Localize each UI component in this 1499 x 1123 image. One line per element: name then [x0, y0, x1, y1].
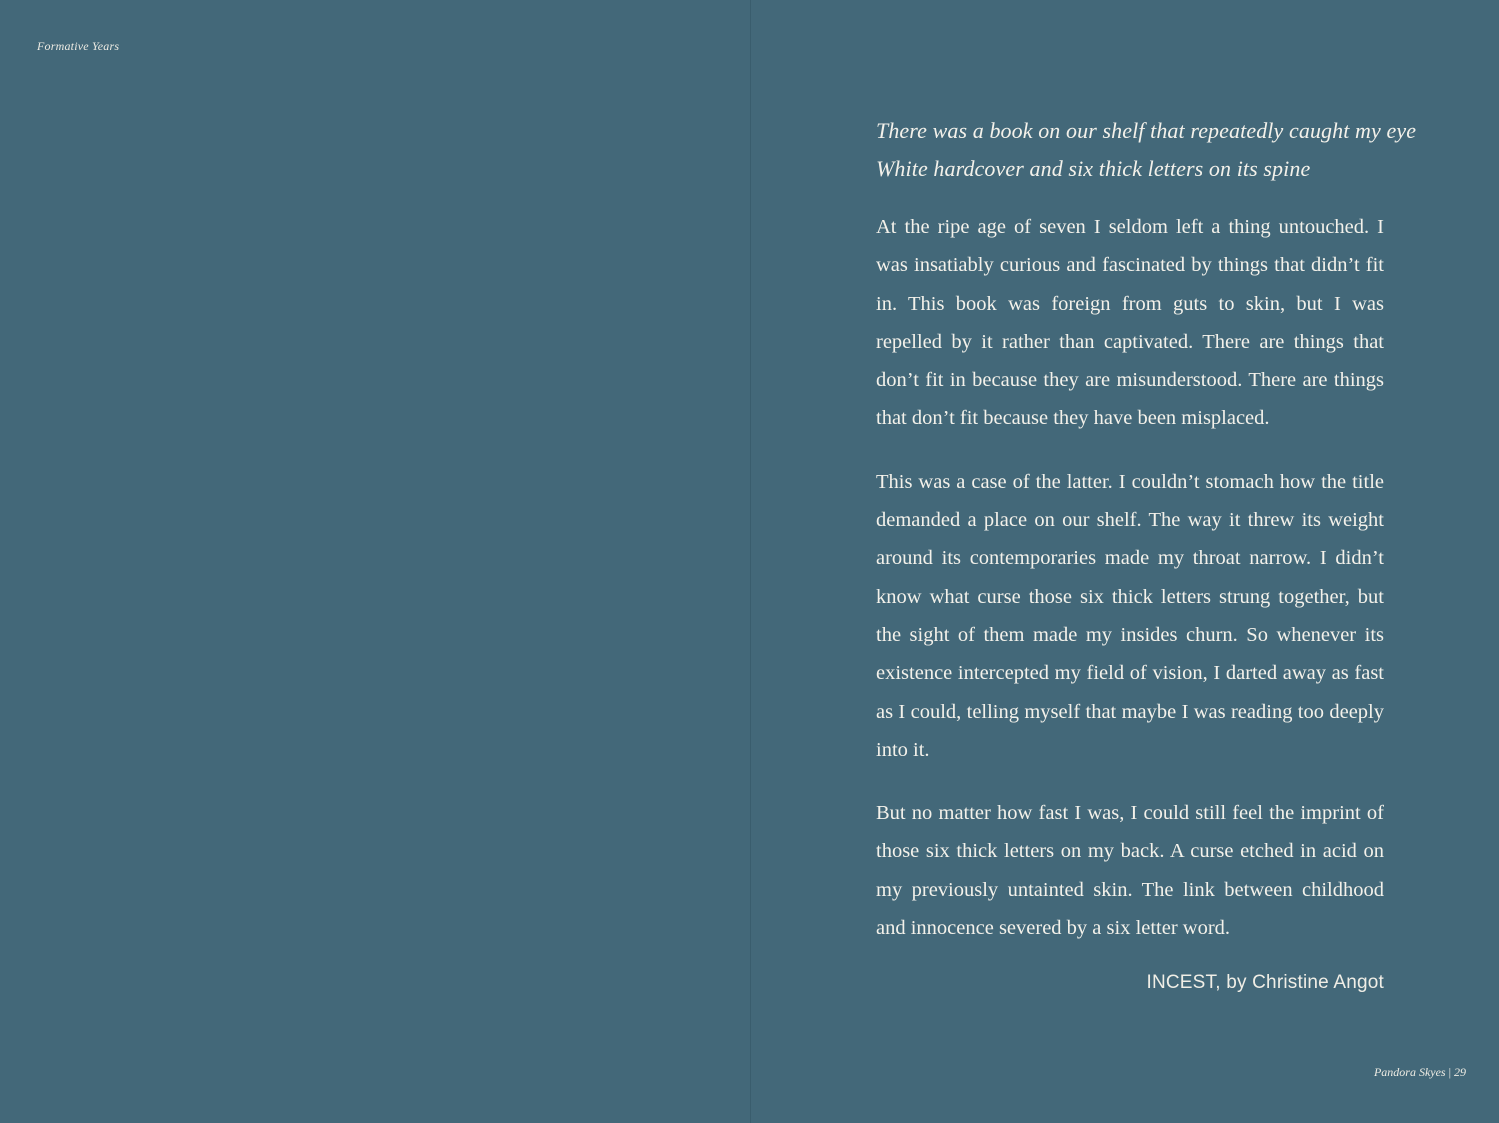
footer-author: Pandora Skyes: [1373, 1065, 1446, 1079]
body-paragraph: This was a case of the latter. I couldn’t stomach how the title demanded a place on our shelf. The way it threw its weight around its contemporaries made my throat narrow. I didn’t know what curse those six thick letters strung together, but the sight of them made my insides churn. So whenever its existence intercepted my field of vision, I darted away as fast as I could, telling myself that maybe I was reading too deeply into it.: [876, 470, 1384, 761]
page-footer: [1374, 1065, 1466, 1080]
epigraph-line: White hardcover and six thick letters on its spine: [876, 156, 1311, 181]
footer-separator: |: [1448, 1065, 1451, 1079]
body-text-block: [876, 112, 1417, 994]
body-paragraph: At the ripe age of seven I seldom left a thing untouched. I was insatiably curious and fascinated by things that didn’t fit in. This book was foreign from guts to skin, but I was repelled by it rather than captivated. There are things that don’t fit in because they are misunderstood. There are things that don’t fit because they have been misplaced.: [876, 216, 1384, 430]
epigraph-line: There was a book on our shelf that repeatedly caught my eye: [876, 118, 1417, 143]
right-page: [751, 0, 1499, 1123]
page-number: 29: [1454, 1065, 1466, 1079]
epigraph: [876, 112, 1417, 188]
attribution: INCEST, by Christine Angot: [1146, 972, 1384, 994]
body-paragraph: But no matter how fast I was, I could still feel the imprint of those six thick letters on my back. A curse etched in acid on my previously untainted skin. The link between childhood and innocence severed by a six letter word.: [876, 802, 1384, 940]
running-head: Formative Years: [37, 39, 120, 53]
